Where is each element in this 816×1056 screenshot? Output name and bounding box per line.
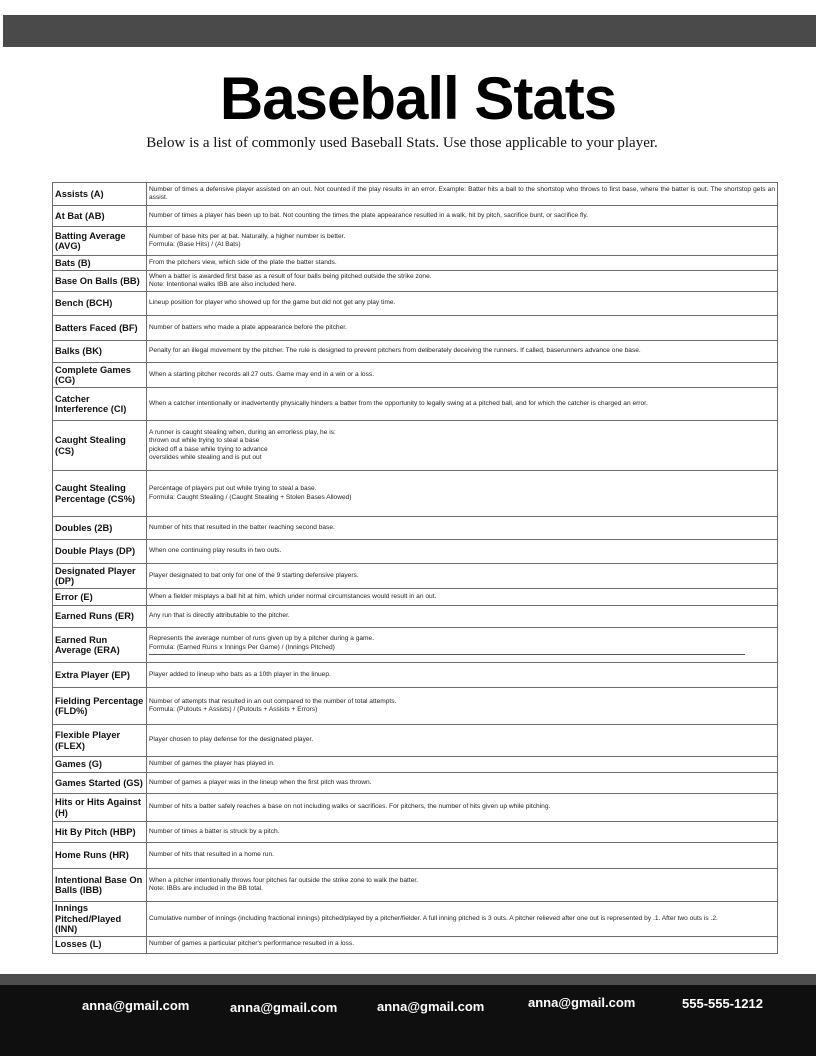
stat-definition-line: Lineup position for player who showed up for the game but did not get any play time. — [149, 299, 396, 307]
footer-email-1[interactable]: anna@gmail.com — [82, 998, 190, 1013]
stat-term: Games (G) — [53, 757, 147, 773]
stat-definition-line: Number of hits a batter safely reaches a base on not including walks or sacrifices. For pitchers, the number of hits given up while pitching. — [149, 803, 551, 811]
stat-term: Hits or Hits Against (H) — [53, 794, 147, 822]
stat-term: Flexible Player (FLEX) — [53, 725, 147, 757]
stat-row — [53, 628, 778, 663]
stat-definition — [147, 628, 778, 663]
stat-definition-line: Formula: Caught Stealing / (Caught Stealing + Stolen Bases Allowed) — [149, 493, 352, 501]
stat-definition-line: A runner is caught stealing when, during an errorless play, he is: — [149, 429, 336, 437]
stat-definition-line: Number of games a particular pitcher's performance resulted in a loss. — [149, 940, 355, 948]
stat-row — [53, 822, 778, 843]
stat-row — [53, 663, 778, 688]
stat-definition-line: Represents the average number of runs given up by a pitcher during a game. — [149, 635, 375, 643]
stat-row — [53, 206, 778, 227]
stat-term: Doubles (2B) — [53, 517, 147, 540]
stat-definition-line: Number of hits that resulted in the batter reaching second base. — [149, 523, 335, 531]
stat-definition-line: Note: Intentional walks IBB are also included here. — [149, 281, 297, 288]
stat-definition — [147, 688, 778, 725]
stat-term: Error (E) — [53, 589, 147, 606]
stat-definition-line: Number of batters who made a plate appearance before the pitcher. — [149, 323, 347, 331]
stat-row — [53, 227, 778, 256]
stat-term: Earned Run Average (ERA) — [53, 628, 147, 663]
stat-term: At Bat (AB) — [53, 206, 147, 227]
stat-term: Earned Runs (ER) — [53, 606, 147, 628]
stat-definition — [147, 773, 778, 794]
stat-term: Losses (L) — [53, 936, 147, 953]
stat-term: Caught Stealing Percentage (CS%) — [53, 471, 147, 517]
formula-underline — [149, 652, 745, 655]
stats-table — [52, 182, 778, 954]
header-bar — [0, 15, 816, 47]
stat-term: Balks (BK) — [53, 341, 147, 363]
stat-definition — [147, 757, 778, 773]
stat-definition-line: When a starting pitcher records all 27 outs. Game may end in a win or a loss. — [149, 370, 375, 378]
stat-definition-line: Note: IBBs are included in the BB total. — [149, 885, 263, 892]
page-subtitle: Below is a list of commonly used Baseball Stats. Use those applicable to your player. — [146, 135, 658, 151]
stat-definition — [147, 363, 778, 388]
stat-definition — [147, 292, 778, 316]
stat-definition-line: overslides while stealing and is put out — [149, 453, 262, 461]
stat-definition-line: Number of times a player has been up to bat. Not counting the times the plate appearance resulted in a walk, hit by pitch, sacrifice bunt, or sacrifice fly. — [149, 211, 588, 219]
stat-definition — [147, 227, 778, 256]
stat-definition — [147, 471, 778, 517]
stat-term: Innings Pitched/Played (INN) — [53, 902, 147, 937]
stat-definition — [147, 902, 778, 937]
stat-definition-line: Formula: (Putouts + Assists) / (Putouts + Assists + Errors) — [149, 706, 318, 713]
stat-row — [53, 421, 778, 471]
stat-term: Double Plays (DP) — [53, 540, 147, 564]
stat-definition — [147, 725, 778, 757]
stat-row — [53, 292, 778, 316]
stat-row — [53, 341, 778, 363]
stat-row — [53, 936, 778, 953]
stat-row — [53, 773, 778, 794]
stat-definition-line: Number of times a defensive player assisted on an out. Not counted if the play results in an error. Example: Batter hits a ball to the shortstop who throws to first base, where the batter is out. The shortstop gets an assist. — [149, 185, 775, 201]
footer — [0, 985, 816, 1056]
stat-definition-line: Number of hits that resulted in a home run. — [149, 851, 274, 859]
stat-row — [53, 606, 778, 628]
stat-definition-line: Number of games the player has played in. — [149, 760, 275, 768]
stat-definition — [147, 822, 778, 843]
stat-row — [53, 183, 778, 206]
stat-row — [53, 589, 778, 606]
stat-row — [53, 869, 778, 902]
stat-definition-line: thrown out while trying to steal a base — [149, 437, 260, 445]
stat-definition-line: picked off a base while trying to advance — [149, 445, 268, 453]
stat-row — [53, 256, 778, 271]
stat-definition — [147, 256, 778, 271]
stat-definition-line: Player added to lineup who bats as a 10th player in the linuep. — [149, 670, 331, 678]
stat-row — [53, 688, 778, 725]
stat-term: Assists (A) — [53, 183, 147, 206]
stat-definition-line: Cumulative number of innings (including fractional innings) pitched/played by a pitcher/fielder. A full inning pitched is 3 outs. A pitcher relieved after one out is represented by .1. After two outs is .2. — [149, 914, 718, 922]
stat-definition-line: Player chosen to play defense for the designated player. — [149, 736, 314, 744]
stat-definition-line: Player designated to bat only for one of the 9 starting defensive players. — [149, 571, 359, 579]
header-bar-edge — [0, 15, 3, 47]
stat-term: Catcher Interference (CI) — [53, 388, 147, 421]
stat-definition — [147, 206, 778, 227]
stat-definition-line: Number of times a batter is struck by a pitch. — [149, 827, 280, 835]
stat-term: Batting Average (AVG) — [53, 227, 147, 256]
footer-email-4[interactable]: anna@gmail.com — [528, 995, 636, 1010]
footer-email-2[interactable]: anna@gmail.com — [230, 1000, 338, 1015]
stat-definition-line: When one continuing play results in two outs. — [149, 547, 282, 555]
stat-term: Intentional Base On Balls (IBB) — [53, 869, 147, 902]
stat-definition-line: Any run that is directly attributable to the pitcher. — [149, 612, 290, 620]
stat-definition — [147, 341, 778, 363]
stat-row — [53, 271, 778, 292]
stat-definition — [147, 316, 778, 341]
stat-definition — [147, 517, 778, 540]
stat-term: Base On Balls (BB) — [53, 271, 147, 292]
stat-term: Caught Stealing (CS) — [53, 421, 147, 471]
stat-term: Games Started (GS) — [53, 773, 147, 794]
stat-row — [53, 902, 778, 937]
footer-phone[interactable]: 555-555-1212 — [682, 996, 763, 1011]
stat-definition-line: When a catcher intentionally or inadvertently physically hinders a batter from the opportunity to legally swing at a pitched ball, and for which the catcher is charged an error. — [149, 399, 648, 407]
stat-term: Bench (BCH) — [53, 292, 147, 316]
stat-row — [53, 564, 778, 589]
stat-row — [53, 540, 778, 564]
stat-definition — [147, 936, 778, 953]
stat-definition — [147, 183, 778, 206]
stat-row — [53, 517, 778, 540]
stat-definition — [147, 421, 778, 471]
stat-row — [53, 757, 778, 773]
stat-definition — [147, 794, 778, 822]
stat-row — [53, 388, 778, 421]
stat-term: Fielding Percentage (FLD%) — [53, 688, 147, 725]
stat-definition-line: Number of attempts that resulted in an out compared to the number of total attempts. — [149, 697, 397, 705]
stat-definition — [147, 663, 778, 688]
stat-row — [53, 363, 778, 388]
stat-definition-line: Penalty for an illegal movement by the pitcher. The rule is designed to prevent pitchers from deliberately deceiving the runners. If called, baserunners advance one base. — [149, 347, 641, 355]
stat-term: Bats (B) — [53, 256, 147, 271]
stat-definition — [147, 540, 778, 564]
stat-definition-line: When a batter is awarded first base as a result of four balls being pitched outside the strike zone. — [149, 272, 432, 280]
stat-definition — [147, 271, 778, 292]
footer-email-3[interactable]: anna@gmail.com — [377, 999, 485, 1014]
stat-definition — [147, 589, 778, 606]
stat-definition — [147, 843, 778, 869]
stat-term: Hit By Pitch (HBP) — [53, 822, 147, 843]
stat-definition-line: From the pitchers view, which side of the plate the batter stands. — [149, 258, 337, 266]
stat-definition-line: Formula: (Base Hits) / (At Bats) — [149, 241, 241, 248]
stat-definition — [147, 564, 778, 589]
stat-row — [53, 316, 778, 341]
page-title: Baseball Stats — [219, 65, 617, 132]
stat-row — [53, 794, 778, 822]
stat-definition-line: Formula: (Earned Runs x Innings Per Game) / (Innings Pitched) — [149, 643, 335, 651]
stat-term: Extra Player (EP) — [53, 663, 147, 688]
stat-row — [53, 843, 778, 869]
stat-row — [53, 725, 778, 757]
stat-definition — [147, 606, 778, 628]
stat-definition — [147, 869, 778, 902]
stat-term: Designated Player (DP) — [53, 564, 147, 589]
stat-definition-line: Number of base hits per at bat. Naturally, a higher number is better. — [149, 232, 346, 240]
stat-row — [53, 471, 778, 517]
stat-term: Batters Faced (BF) — [53, 316, 147, 341]
stat-term: Home Runs (HR) — [53, 843, 147, 869]
stat-definition — [147, 388, 778, 421]
stat-term: Complete Games (CG) — [53, 363, 147, 388]
stat-definition-line: Number of games a player was in the lineup when the first pitch was thrown. — [149, 778, 372, 786]
footer-stripe — [0, 974, 816, 985]
stat-definition-line: When a fielder misplays a ball hit at him, which under normal circumstances would result in an out. — [149, 592, 437, 600]
stat-definition-line: When a pitcher intentionally throws four pitches far outside the strike zone to walk the batter. — [149, 876, 419, 884]
stat-definition-line: Percentage of players put out while trying to steal a base. — [149, 485, 317, 493]
